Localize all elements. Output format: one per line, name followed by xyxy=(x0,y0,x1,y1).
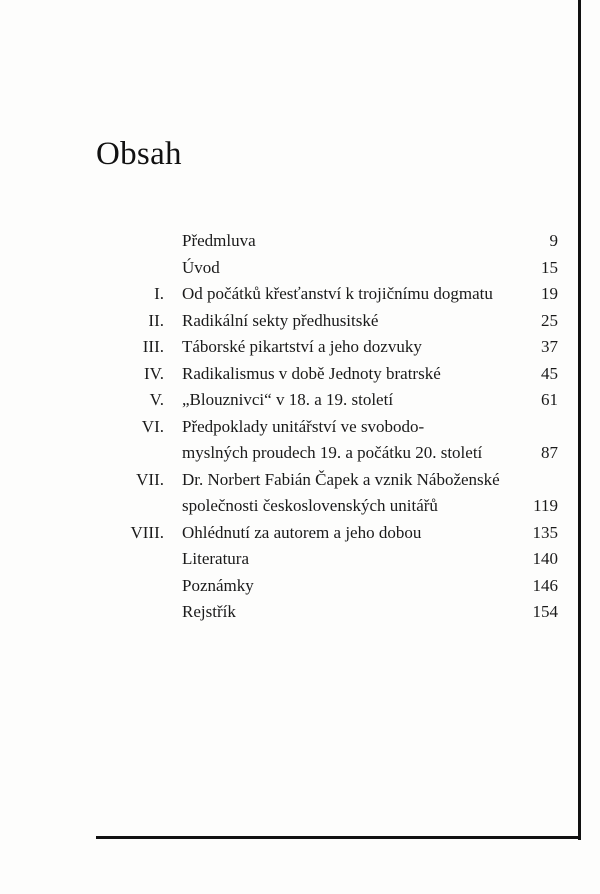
toc-entry xyxy=(100,255,560,282)
chapter-title xyxy=(182,361,520,388)
chapter-number: III. xyxy=(142,337,164,356)
chapter-title-line: Radikální sekty předhusitské xyxy=(182,310,379,330)
page-number: 154 xyxy=(532,602,558,621)
chapter-title xyxy=(182,387,520,414)
page-number: 25 xyxy=(541,310,558,330)
chapter-title-line: Literatura xyxy=(182,549,250,568)
page-edge-right xyxy=(578,0,581,840)
chapter-title-line: myslných proudech 19. a počátku 20. století xyxy=(182,443,483,462)
toc-entry xyxy=(100,546,560,573)
chapter-title-line: Dr. Norbert Fabián Čapek a vznik Náboženské xyxy=(182,469,500,489)
page-number: 61 xyxy=(541,390,558,409)
chapter-number: VI. xyxy=(141,416,164,436)
chapter-title-line: Předpoklady unitářství ve svobodo- xyxy=(182,416,425,436)
page-title: Obsah xyxy=(96,136,182,172)
chapter-title-line: Táborské pikartství a jeho dozvuky xyxy=(182,337,422,356)
page-number: 135 xyxy=(532,522,558,542)
toc-entry xyxy=(100,308,560,335)
chapter-title-line: „Blouznivci“ v 18. a 19. století xyxy=(182,390,394,409)
chapter-title-line: Poznámky xyxy=(182,575,254,595)
chapter-number: VII. xyxy=(136,469,164,489)
chapter-title-line: Předmluva xyxy=(182,231,256,250)
chapter-title-line: Radikalismus v době Jednoty bratrské xyxy=(182,363,441,383)
chapter-number: I. xyxy=(154,284,164,303)
toc-entry xyxy=(100,228,560,255)
page-number: 37 xyxy=(541,337,558,356)
toc-entry xyxy=(100,467,560,520)
chapter-title xyxy=(182,467,520,520)
chapter-number: II. xyxy=(148,310,164,330)
chapter-title xyxy=(182,334,520,361)
chapter-title xyxy=(182,546,520,573)
chapter-title-line: Ohlédnutí za autorem a jeho dobou xyxy=(182,522,422,542)
chapter-title-line: Od počátků křesťanství k trojičnímu dogmatu xyxy=(182,284,493,303)
page-number: 119 xyxy=(533,496,558,515)
toc-entry xyxy=(100,334,560,361)
chapter-title-line: Úvod xyxy=(182,257,220,277)
page-number: 87 xyxy=(541,443,558,462)
page-number: 45 xyxy=(541,363,558,383)
page-number: 15 xyxy=(541,257,558,277)
toc-entry xyxy=(100,573,560,600)
chapter-title xyxy=(182,228,520,255)
page-number: 9 xyxy=(549,231,558,250)
page-number: 146 xyxy=(532,575,558,595)
chapter-title xyxy=(182,281,520,308)
chapter-title xyxy=(182,520,520,547)
page-edge-bottom xyxy=(96,836,581,839)
chapter-number: VIII. xyxy=(130,522,164,542)
chapter-title-line: Rejstřík xyxy=(182,602,236,621)
chapter-title xyxy=(182,255,520,282)
toc-entry xyxy=(100,387,560,414)
toc-entry xyxy=(100,414,560,467)
toc-entry xyxy=(100,281,560,308)
chapter-title xyxy=(182,414,520,467)
chapter-title xyxy=(182,308,520,335)
chapter-title xyxy=(182,573,520,600)
chapter-title xyxy=(182,599,520,626)
toc-entry xyxy=(100,599,560,626)
chapter-number: IV. xyxy=(144,363,164,383)
toc-entry xyxy=(100,361,560,388)
chapter-title-line: společnosti československých unitářů xyxy=(182,496,438,515)
chapter-number: V. xyxy=(149,390,164,409)
page-number: 19 xyxy=(541,284,558,303)
page-number: 140 xyxy=(532,549,558,568)
table-of-contents xyxy=(100,228,560,626)
toc-entry xyxy=(100,520,560,547)
